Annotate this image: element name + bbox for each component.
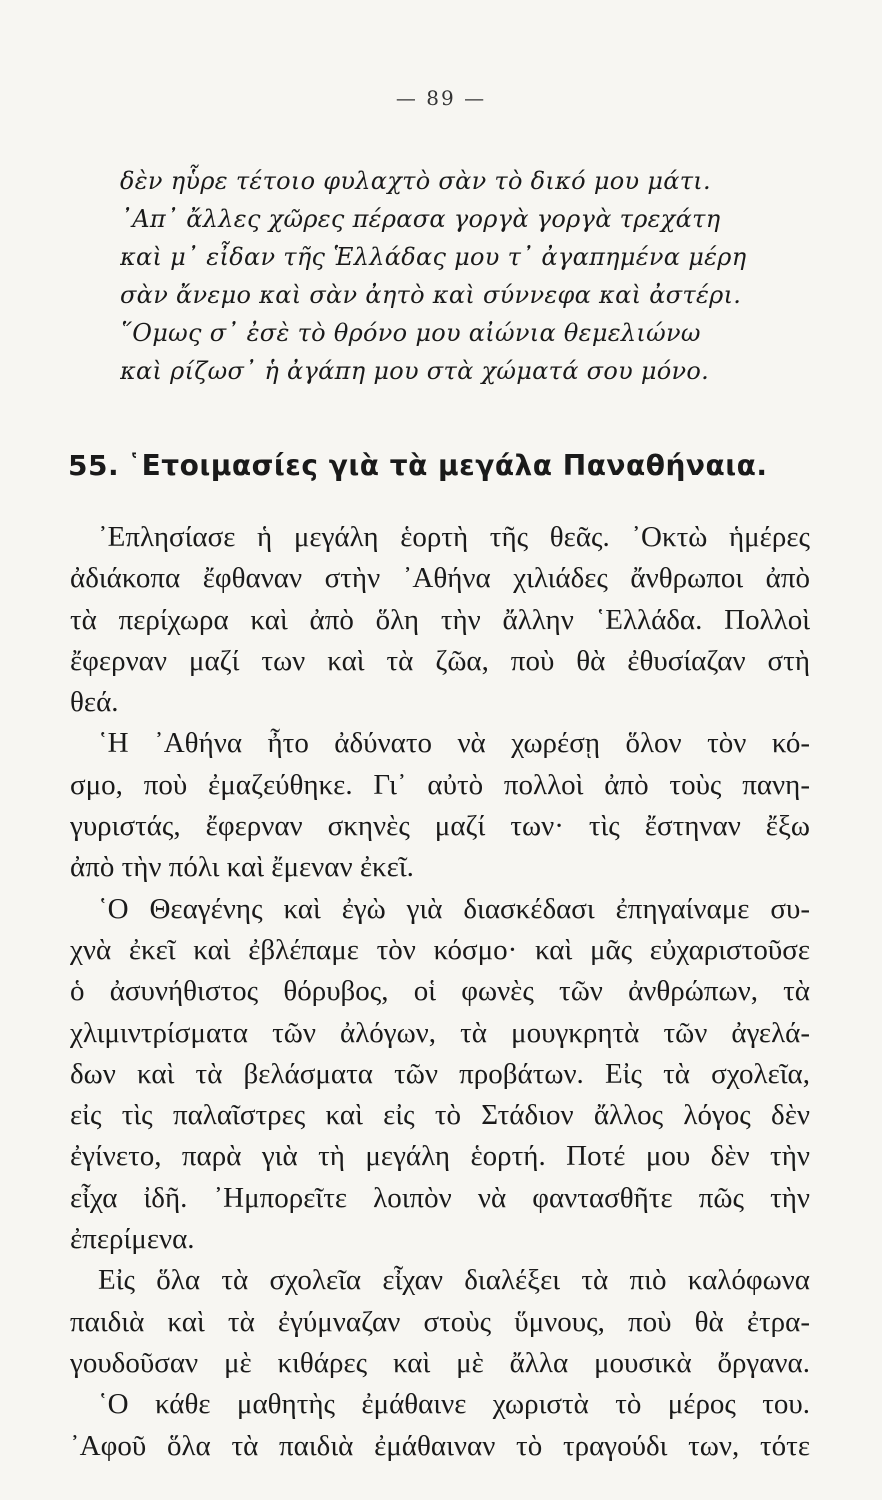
text-line: εἰς τὶς παλαῖστρες καὶ εἰς τὸ Στάδιον ἄλλος λόγος δὲν bbox=[70, 1099, 810, 1132]
text-line: γυριστάς, ἔφερναν σκηνὲς μαζί των· τὶς ἔστηναν ἔξω bbox=[70, 810, 810, 843]
text-line: χλιμιντρίσματα τῶν ἀλόγων, τὰ μουγκρητὰ τῶν ἀγελά- bbox=[70, 1016, 810, 1049]
text-line: ὁ ἀσυνήθιστος θόρυβος, οἱ φωνὲς τῶν ἀνθρώπων, τὰ bbox=[70, 975, 810, 1008]
text-line: γουδοῦσαν μὲ κιθάρες καὶ μὲ ἄλλα μουσικὰ ὄργανα. bbox=[70, 1346, 810, 1379]
text-line: ἐγίνετο, παρὰ γιὰ τὴ μεγάλη ἑορτή. Ποτέ μου δὲν τὴν bbox=[70, 1140, 810, 1173]
text-line: χνὰ ἐκεῖ καὶ ἐβλέπαμε τὸν κόσμο· καὶ μᾶς εὐχαριστοῦσε bbox=[70, 933, 810, 966]
poem-line: καὶ ρίζωσ᾽ ἡ ἀγάπη μου στὰ χώματά σου μόνο. bbox=[120, 357, 710, 385]
poem-line: δὲν ηὗρε τέτοιο φυλαχτὸ σὰν τὸ δικό μου μάτι. bbox=[120, 167, 711, 195]
poem-line: καὶ μ᾽ εἶδαν τῆς Ἑλλάδας μου τ᾽ ἀγαπημένα μέρη bbox=[120, 243, 747, 271]
poem-stanza bbox=[120, 162, 820, 390]
text-line: εἶχα ἰδῆ. ᾽Ημπορεῖτε λοιπὸν νὰ φαντασθῆτε πῶς τὴν bbox=[70, 1181, 810, 1214]
text-line: ῾Ο Θεαγένης καὶ ἐγὼ γιὰ διασκέδασι ἐπηγαίναμε συ- bbox=[98, 892, 810, 925]
section-heading bbox=[68, 446, 828, 486]
text-line: Εἰς ὅλα τὰ σχολεῖα εἶχαν διαλέξει τὰ πιὸ καλόφωνα bbox=[98, 1264, 810, 1297]
text-line: ἀδιάκοπα ἔφθαναν στὴν ᾽Αθήνα χιλιάδες ἄνθρωποι ἀπὸ bbox=[70, 562, 810, 595]
text-line: ἐπερίμενα. bbox=[70, 1223, 195, 1256]
text-line: ᾽Αφοῦ ὅλα τὰ παιδιὰ ἐμάθαιναν τὸ τραγούδι των, τότε bbox=[70, 1429, 810, 1462]
text-line: ᾽Επλησίασε ἡ μεγάλη ἑορτὴ τῆς θεᾶς. ᾽Οκτὼ ἡμέρες bbox=[98, 521, 810, 553]
poem-line: σὰν ἄνεμο καὶ σὰν ἀητὸ καὶ σύννεφα καὶ ἀστέρι. bbox=[120, 281, 742, 309]
text-line: ῾Η ᾽Αθήνα ἦτο ἀδύνατο νὰ χωρέσῃ ὅλον τὸν κό- bbox=[98, 727, 810, 760]
text-line: δων καὶ τὰ βελάσματα τῶν προβάτων. Εἰς τὰ σχολεῖα, bbox=[70, 1057, 810, 1090]
text-line: ἔφερναν μαζί των καὶ τὰ ζῶα, ποὺ θὰ ἐθυσίαζαν στὴ bbox=[70, 644, 810, 677]
text-line: παιδιὰ καὶ τὰ ἐγύμναζαν στοὺς ὕμνους, ποὺ θὰ ἐτρα- bbox=[70, 1305, 810, 1338]
page-number: — 89 — bbox=[395, 86, 487, 110]
poem-line: ᾽Απ᾽ ἄλλες χῶρες πέρασα γοργὰ γοργὰ τρεχάτη bbox=[120, 205, 721, 233]
text-line: θεά. bbox=[70, 686, 119, 719]
text-line: σμο, ποὺ ἐμαζεύθηκε. Γι᾽ αὐτὸ πολλοὶ ἀπὸ τοὺς πανη- bbox=[70, 768, 810, 801]
text-line: ῾Ο κάθε μαθητὴς ἐμάθαινε χωριστὰ τὸ μέρος του. bbox=[98, 1388, 810, 1421]
section-title: ῾Ετοιμασίες γιὰ τὰ μεγάλα Παναθήναια. bbox=[127, 449, 768, 482]
body-text bbox=[70, 517, 810, 1467]
poem-line: ῞Ομως σ᾽ ἐσὲ τὸ θρόνο μου αἰώνια θεμελιώνω bbox=[120, 319, 701, 347]
text-line: τὰ περίχωρα καὶ ἀπὸ ὅλη τὴν ἄλλην ῾Ελλάδα. Πολλοὶ bbox=[70, 603, 810, 636]
section-number: 55. bbox=[68, 449, 120, 482]
text-line: ἀπὸ τὴν πόλι καὶ ἔμεναν ἐκεῖ. bbox=[70, 851, 414, 884]
